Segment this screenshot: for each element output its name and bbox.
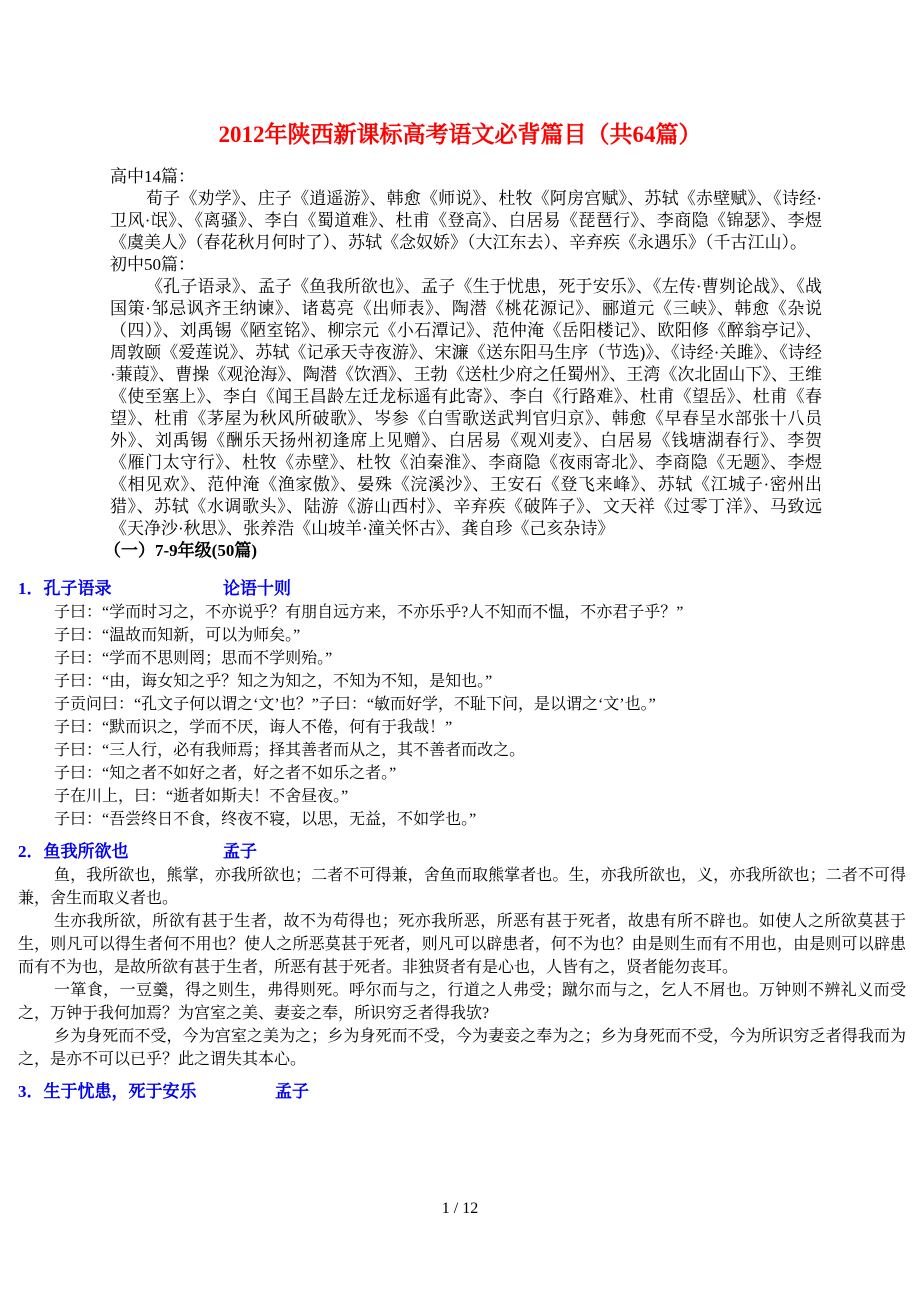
- highschool-label: 高中14篇：: [110, 167, 195, 186]
- body-paragraph: 子曰：“温故而知新，可以为师矣。”: [54, 627, 301, 644]
- body-paragraph: 一箪食，一豆羹，得之则生，弗得则死。呼尔而与之，行道之人弗受；蹴尔而与之，乞人不屑也。万钟则不辨礼义而受之，万钟于我何加焉？为宫室之美、妻妾之奉，所识穷乏者得我欤?: [18, 982, 906, 1022]
- body-paragraph: 子在川上，曰：“逝者如斯夫！不舍昼夜。”: [54, 788, 349, 805]
- section-heading-2: [18, 831, 906, 864]
- document-title: 2012年陕西新课标高考语文必背篇目（共64篇）: [218, 122, 702, 147]
- grade-heading: （一）7-9年级(50篇): [104, 541, 257, 560]
- page-number: 1 / 12: [441, 1200, 479, 1217]
- body-paragraph: 子贡问曰：“孔文子何以谓之‘文’也？”子曰：“敏而好学，不耻下问，是以谓之‘文’也。”: [54, 696, 656, 713]
- body-paragraph: 鱼，我所欲也，熊掌，亦我所欲也；二者不可得兼，舍鱼而取熊掌者也。生，亦我所欲也，义，亦我所欲也；二者不可得兼，舍生而取义者也。: [18, 867, 906, 907]
- body-paragraph: 子曰：“默而识之，学而不厌，诲人不倦，何有于我哉！”: [54, 719, 453, 736]
- body-paragraph: 子曰：“学而不思则罔；思而不学则殆。”: [54, 650, 333, 667]
- body-paragraph: 子曰：“知之者不如好之者，好之者不如乐之者。”: [54, 765, 397, 782]
- section-1-author: 论语十则: [223, 579, 291, 598]
- middleschool-label: 初中50篇：: [110, 255, 195, 274]
- sections-block: [18, 568, 906, 1104]
- body-paragraph: 生亦我所欲，所欲有甚于生者，故不为苟得也；死亦我所恶，所恶有甚于死者，故患有所不辟也。如使人之所欲莫甚于生，则凡可以得生者何不用也？使人之所恶莫甚于死者，则凡可以辟患者，何不为也？由是则生而有不用也，由是则可以辟患而有不为也，是故所欲有甚于生者，所恶有甚于死者。非独贤者有是心也，人皆有之，贤者能勿丧耳。: [18, 913, 906, 976]
- highschool-list: 荀子《劝学》、庄子《逍遥游》、韩愈《师说》、杜牧《阿房宫赋》、苏轼《赤壁赋》、《诗经·卫风·氓》、《离骚》、李白《蜀道难》、杜甫《登高》、白居易《琵琶行》、李商隐《锦瑟》、李煜《虞美人》（春花秋月何时了）、苏轼《念奴娇》（大江东去）、辛弃疾《永遇乐》（千古江山）。: [110, 189, 822, 252]
- section-3-title: 3．生于忧患，死于安乐: [18, 1082, 197, 1101]
- body-paragraph: 乡为身死而不受，今为宫室之美为之；乡为身死而不受，今为妻妾之奉为之；乡为身死而不受，今为所识穷乏者得我而为之，是亦不可以已乎？此之谓失其本心。: [18, 1028, 906, 1068]
- section-2-author: 孟子: [223, 842, 257, 861]
- section-1-title: 1．孔子语录: [18, 579, 112, 598]
- body-paragraph: 子曰：“吾尝终日不食，终夜不寝，以思，无益，不如学也。”: [54, 811, 477, 828]
- body-paragraph: 子曰：“学而时习之，不亦说乎？有朋自远方来，不亦乐乎?人不知而不愠，不亦君子乎？”: [54, 604, 684, 621]
- middleschool-list: 《孔子语录》、孟子《鱼我所欲也》、孟子《生于忧患，死于安乐》、《左传·曹刿论战》、《战国策·邹忌讽齐王纳谏》、诸葛亮《出师表》、陶潜《桃花源记》、郦道元《三峡》、韩愈《杂说（四）》、刘禹锡《陋室铭》、柳宗元《小石潭记》、范仲淹《岳阳楼记》、欧阳修《醉翁亭记》、周敦颐《爱莲说》、苏轼《记承天寺夜游》、宋濂《送东阳马生序（节选)》、《诗经·关雎》、《诗经·蒹葭》、曹操《观沧海》、陶潜《饮酒》、王勃《送杜少府之任蜀州》、王湾《次北固山下》、王维《使至塞上》、李白《闻王昌龄左迁龙标遥有此寄》、李白《行路难》、杜甫《望岳》、杜甫《春望》、杜甫《茅屋为秋风所破歌》、岑参《白雪歌送武判官归京》、韩愈《早春呈水部张十八员外》、刘禹锡《酬乐天扬州初逢席上见赠》、白居易《观刈麦》、白居易《钱塘湖春行》、李贺《雁门太守行》、杜牧《赤壁》、杜牧《泊秦淮》、李商隐《夜雨寄北》、李商隐《无题》、李煜《相见欢》、范仲淹《渔家傲》、晏殊《浣溪沙》、王安石《登飞来峰》、苏轼《江城子·密州出猎》、苏轼《水调歌头》、陆游《游山西村》、辛弃疾《破阵子》、文天祥《过零丁洋》、马致远《天净沙·秋思》、张养浩《山坡羊·潼关怀古》、龚自珍《己亥杂诗》: [110, 277, 822, 538]
- section-heading-3: [18, 1071, 906, 1104]
- section-3-author: 孟子: [275, 1082, 309, 1101]
- body-paragraph: 子曰：“三人行，必有我师焉；择其善者而从之，其不善者而改之。: [54, 742, 526, 759]
- section-heading-1: [18, 568, 906, 601]
- body-paragraph: 子曰：“由，诲女知之乎？知之为知之，不知为不知，是知也。”: [54, 673, 493, 690]
- section-2-title: 2．鱼我所欲也: [18, 842, 129, 861]
- intro-block: [104, 166, 822, 562]
